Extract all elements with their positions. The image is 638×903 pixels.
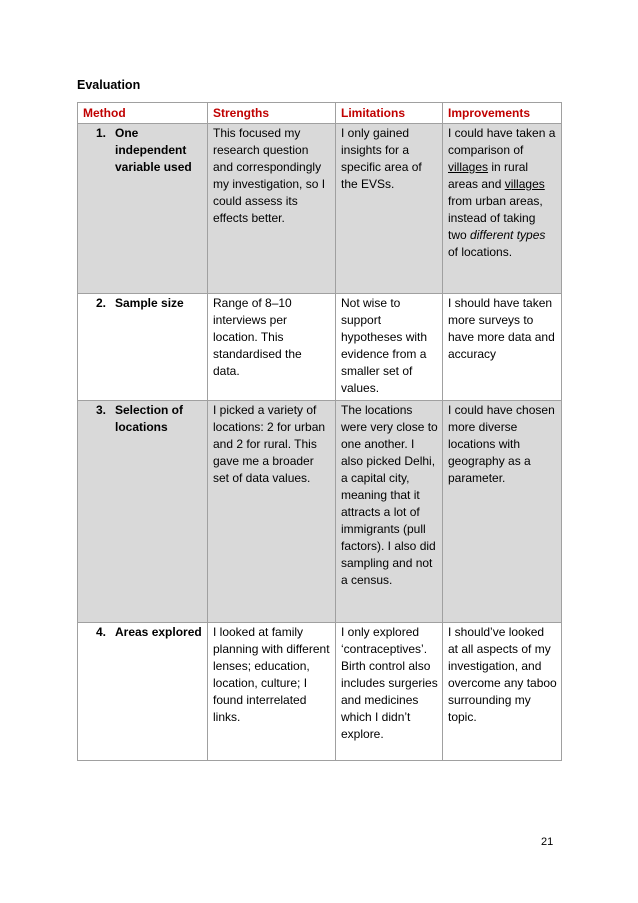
strengths-cell: I picked a variety of locations: 2 for urban and 2 for rural. This gave me a broader set of data values.: [208, 401, 336, 623]
method-label: Selection of locations: [115, 403, 184, 434]
underlined-word: villages: [448, 160, 489, 174]
table-row: [78, 623, 562, 761]
strengths-cell: This focused my research question and correspondingly my investigation, so I could assess its effects better.: [208, 124, 336, 294]
limitations-cell: I only explored ‘contraceptives’. Birth control also includes surgeries and medicines which I didn’t explore.: [336, 623, 443, 761]
improvements-text: from urban areas, instead of taking two: [448, 194, 543, 242]
column-header-strengths: Strengths: [208, 103, 336, 124]
column-header-method: Method: [78, 103, 208, 124]
column-header-improvements: Improvements: [443, 103, 562, 124]
table-row: [78, 294, 562, 401]
method-cell: [78, 623, 208, 761]
table-row: [78, 401, 562, 623]
limitations-cell: Not wise to support hypotheses with evidence from a smaller set of values.: [336, 294, 443, 401]
row-number: 2.: [95, 296, 106, 310]
improvements-text: in rural areas and: [448, 160, 529, 191]
strengths-cell: Range of 8–10 interviews per location. This standardised the data.: [208, 294, 336, 401]
method-label: One independent variable used: [115, 126, 192, 174]
column-header-limitations: Limitations: [336, 103, 443, 124]
italic-phrase: different types: [470, 228, 546, 242]
underlined-word: villages: [504, 177, 545, 191]
improvements-text: I could have taken a comparison of: [448, 126, 556, 157]
method-label: Areas explored: [115, 625, 202, 639]
evaluation-table: [77, 102, 562, 761]
section-heading: Evaluation: [77, 78, 141, 92]
limitations-cell: The locations were very close to one another. I also picked Delhi, a capital city, meaning that it attracts a lot of immigrants (pull factors). I also did sampling and not a census.: [336, 401, 443, 623]
method-cell: [78, 124, 208, 294]
row-number: 3.: [95, 403, 106, 417]
row-number: 4.: [95, 625, 106, 639]
limitations-cell: I only gained insights for a specific area of the EVSs.: [336, 124, 443, 294]
row-number: 1.: [95, 126, 106, 140]
table-row: [78, 124, 562, 294]
improvements-cell: I could have chosen more diverse locations with geography as a parameter.: [443, 401, 562, 623]
improvements-text: of locations.: [448, 245, 513, 259]
page-number: 21: [541, 836, 554, 848]
method-label: Sample size: [115, 296, 184, 310]
method-cell: [78, 401, 208, 623]
strengths-cell: I looked at family planning with different lenses; education, location, culture; I found interrelated links.: [208, 623, 336, 761]
improvements-cell: [443, 124, 562, 294]
improvements-cell: I should have taken more surveys to have more data and accuracy: [443, 294, 562, 401]
improvements-cell: I should’ve looked at all aspects of my investigation, and overcome any taboo surrounding my topic.: [443, 623, 562, 761]
method-cell: [78, 294, 208, 401]
table-header-row: [78, 103, 562, 124]
